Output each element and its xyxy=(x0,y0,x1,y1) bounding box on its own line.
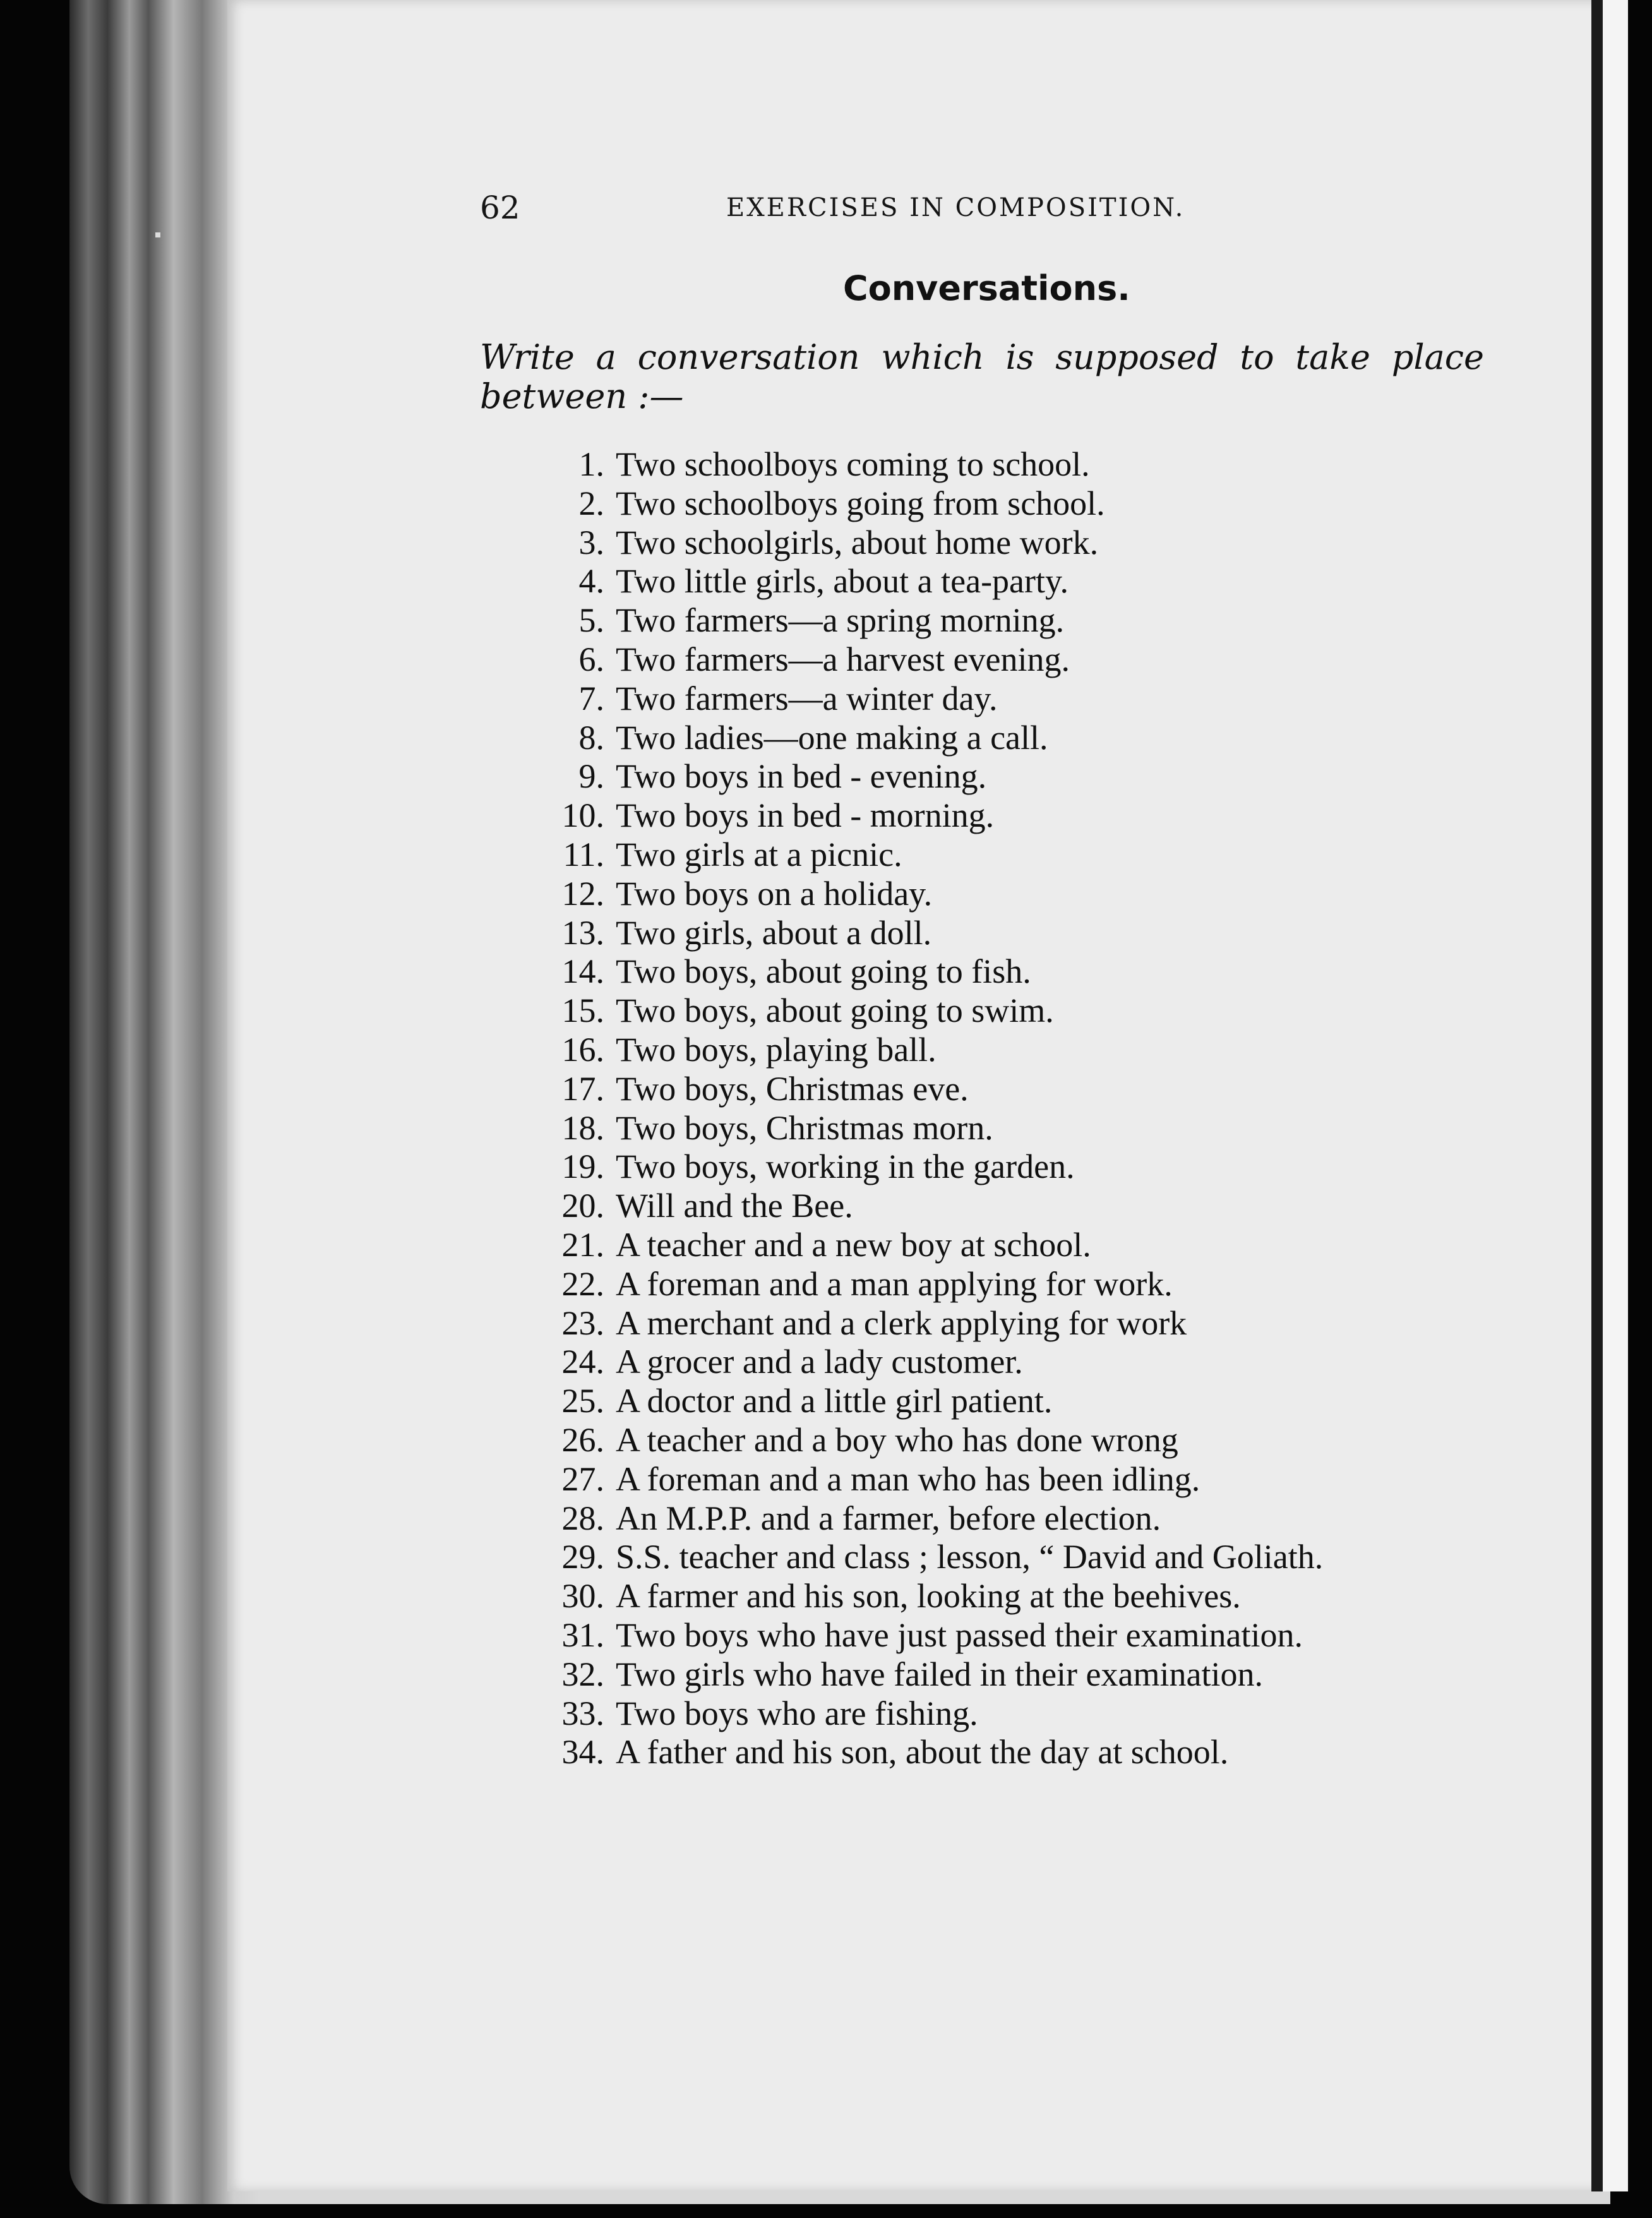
list-item xyxy=(464,1187,1487,1226)
list-item-number: 33. xyxy=(561,1694,604,1732)
list-item-number: 19. xyxy=(561,1148,604,1186)
list-item-text: Two boys in bed - morning. xyxy=(616,796,995,835)
list-item-number: 13. xyxy=(561,913,604,952)
list-item-number: 17. xyxy=(561,1069,604,1108)
list-item-text: Two boys on a holiday. xyxy=(616,874,933,913)
list-item xyxy=(464,562,1487,601)
list-item-number: 24. xyxy=(561,1343,604,1381)
list-item-text: A merchant and a clerk applying for work xyxy=(616,1304,1187,1342)
list-item-number: 2. xyxy=(578,484,604,522)
spine-mark xyxy=(155,232,160,237)
page-number: 62 xyxy=(480,189,520,226)
list-item-text: A grocer and a lady customer. xyxy=(616,1343,1023,1381)
list-item-text: A foreman and a man who has been idling. xyxy=(616,1460,1200,1498)
list-item-text: Two boys, working in the garden. xyxy=(616,1148,1075,1186)
list-item-text: Two girls, about a doll. xyxy=(616,913,932,952)
list-item xyxy=(464,952,1487,992)
list-item xyxy=(464,1070,1487,1109)
list-item xyxy=(464,1382,1487,1421)
list-item-text: S.S. teacher and class ; lesson, “ David and Goliath. xyxy=(616,1538,1324,1576)
list-item-text: Two boys, Christmas morn. xyxy=(616,1108,993,1147)
list-item-text: Two boys who are fishing. xyxy=(616,1694,978,1732)
list-item-number: 30. xyxy=(561,1577,604,1616)
intro-instruction: Write a conversation which is supposed to take place between :— xyxy=(480,337,1484,416)
list-item-number: 22. xyxy=(561,1264,604,1303)
list-item-number: 14. xyxy=(561,952,604,991)
list-item xyxy=(464,1304,1487,1343)
list-item xyxy=(464,1499,1487,1538)
list-item-text: Two girls at a picnic. xyxy=(616,835,902,873)
list-item xyxy=(464,445,1487,484)
list-item-number: 16. xyxy=(561,1030,604,1069)
list-item-text: Two little girls, about a tea-party. xyxy=(616,562,1069,601)
list-item-number: 26. xyxy=(561,1420,604,1459)
list-item-text: Two farmers—a winter day. xyxy=(616,679,998,717)
list-item-number: 15. xyxy=(561,992,604,1030)
list-item-number: 31. xyxy=(561,1616,604,1654)
list-item-number: 12. xyxy=(561,874,604,913)
list-item-text: Two girls who have failed in their examination. xyxy=(616,1655,1263,1693)
list-item-text: Two schoolgirls, about home work. xyxy=(616,523,1099,561)
list-item xyxy=(464,1148,1487,1187)
list-item xyxy=(464,1733,1487,1772)
list-item xyxy=(464,601,1487,640)
list-item xyxy=(464,524,1487,563)
list-item xyxy=(464,1616,1487,1655)
list-item-number: 23. xyxy=(561,1304,604,1342)
list-item xyxy=(464,1343,1487,1382)
list-item-text: Two boys, about going to fish. xyxy=(616,952,1031,991)
list-item-text: An M.P.P. and a farmer, before election. xyxy=(616,1499,1161,1537)
list-item xyxy=(464,836,1487,875)
list-item-number: 1. xyxy=(578,445,604,483)
list-item-number: 20. xyxy=(561,1187,604,1225)
list-item-text: A father and his son, about the day at school. xyxy=(616,1733,1229,1771)
list-item xyxy=(464,796,1487,836)
list-item xyxy=(464,680,1487,719)
list-item-number: 21. xyxy=(561,1225,604,1264)
list-item-text: A foreman and a man applying for work. xyxy=(616,1264,1173,1303)
list-item-number: 28. xyxy=(561,1499,604,1537)
list-item-number: 34. xyxy=(561,1733,604,1771)
list-item-text: A doctor and a little girl patient. xyxy=(616,1382,1053,1420)
list-item-number: 11. xyxy=(563,835,604,873)
facing-page-edge xyxy=(1603,0,1628,2191)
list-item-text: Two boys in bed - evening. xyxy=(616,757,987,796)
list-item xyxy=(464,992,1487,1031)
list-item-number: 18. xyxy=(561,1108,604,1147)
list-item xyxy=(464,1421,1487,1460)
list-item xyxy=(464,875,1487,914)
page-gutter-shadow xyxy=(1591,0,1603,2191)
list-item-number: 27. xyxy=(561,1460,604,1498)
list-item-text: Two boys who have just passed their examination. xyxy=(616,1616,1303,1654)
list-item xyxy=(464,1031,1487,1070)
list-item xyxy=(464,719,1487,758)
list-item-number: 8. xyxy=(578,718,604,757)
list-item-text: Two schoolboys coming to school. xyxy=(616,445,1090,483)
list-item xyxy=(464,1538,1487,1577)
list-item-text: A farmer and his son, looking at the beehives. xyxy=(616,1577,1241,1616)
list-item xyxy=(464,1226,1487,1265)
list-item xyxy=(464,1460,1487,1499)
list-item xyxy=(464,1655,1487,1694)
list-item xyxy=(464,1109,1487,1148)
list-item xyxy=(464,1577,1487,1616)
list-item-text: Two ladies—one making a call. xyxy=(616,718,1048,757)
list-item-text: Two boys, about going to swim. xyxy=(616,992,1054,1030)
list-item-text: Two schoolboys going from school. xyxy=(616,484,1105,522)
conversation-topic-list xyxy=(464,445,1487,1772)
list-item xyxy=(464,914,1487,953)
list-item-text: Two boys, playing ball. xyxy=(616,1030,937,1069)
list-item-number: 7. xyxy=(578,679,604,717)
list-item-number: 5. xyxy=(578,601,604,640)
list-item-number: 6. xyxy=(578,640,604,678)
list-item-number: 32. xyxy=(561,1655,604,1693)
list-item xyxy=(464,757,1487,796)
list-item-number: 3. xyxy=(578,523,604,561)
list-item-number: 29. xyxy=(561,1538,604,1576)
list-item-text: Will and the Bee. xyxy=(616,1187,853,1225)
list-item-text: A teacher and a boy who has done wrong xyxy=(616,1420,1178,1459)
list-item-number: 25. xyxy=(561,1382,604,1420)
list-item-text: Two farmers—a spring morning. xyxy=(616,601,1065,640)
list-item-text: Two farmers—a harvest evening. xyxy=(616,640,1070,678)
list-item-number: 9. xyxy=(578,757,604,796)
list-item xyxy=(464,484,1487,524)
list-item xyxy=(464,640,1487,680)
list-item-number: 4. xyxy=(578,562,604,601)
running-head: EXERCISES IN COMPOSITION. xyxy=(726,193,1185,222)
list-item-text: A teacher and a new boy at school. xyxy=(616,1225,1091,1264)
list-item xyxy=(464,1694,1487,1734)
section-title: Conversations. xyxy=(843,268,1130,308)
list-item-number: 10. xyxy=(561,796,604,835)
list-item xyxy=(464,1265,1487,1304)
list-item-text: Two boys, Christmas eve. xyxy=(616,1069,969,1108)
page-header xyxy=(480,189,1250,234)
